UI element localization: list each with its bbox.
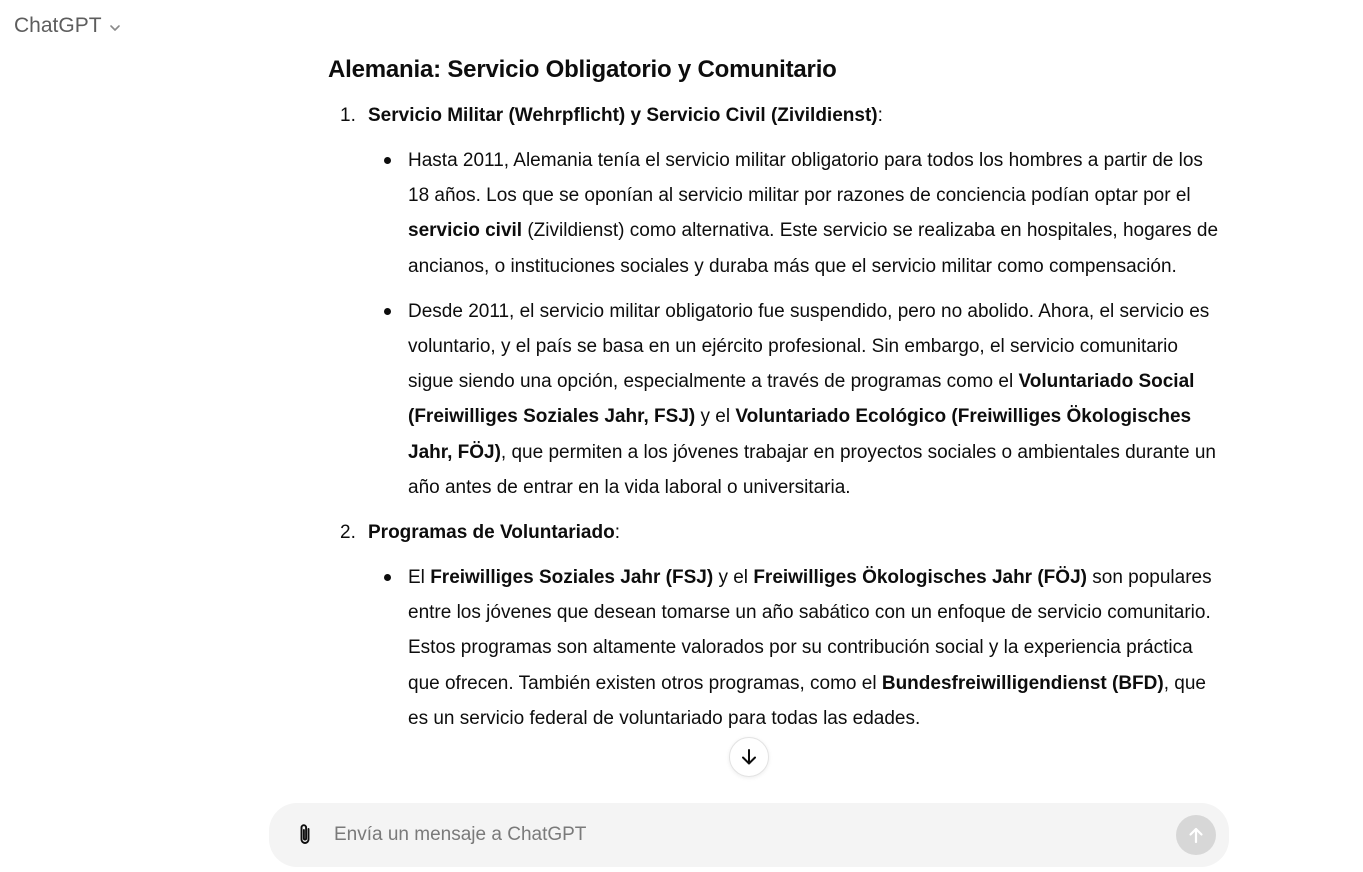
arrow-up-icon	[1186, 825, 1206, 845]
section-heading: Alemania: Servicio Obligatorio y Comunitario	[328, 56, 837, 83]
message-composer	[269, 803, 1229, 867]
attach-button[interactable]	[291, 821, 319, 849]
list-item	[328, 98, 1220, 505]
scroll-to-bottom-button[interactable]	[729, 737, 769, 777]
assistant-message	[328, 52, 1220, 746]
text: Desde 2011, el servicio militar obligatorio fue suspendido, pero no abolido. Ahora, el servicio es voluntario, y el país se basa en un ejército profesional. Sin embargo, el servicio comunitario sigue siendo una opción, especialmente a través de programas como el	[408, 300, 1210, 393]
list-number: 2.	[340, 522, 356, 544]
paperclip-icon	[293, 822, 317, 848]
text: y el	[695, 406, 736, 428]
list-item-title	[368, 98, 1220, 133]
bold-text: Bundesfreiwilligendienst (BFD)	[881, 672, 1164, 694]
bold-text: Freiwilliges Ökologisches Jahr (FÖJ)	[753, 567, 1087, 589]
title-suffix: :	[614, 522, 620, 544]
text: y el	[713, 567, 754, 589]
numbered-list	[328, 98, 1220, 736]
list-item-title	[368, 515, 1220, 550]
chevron-down-icon	[108, 21, 122, 35]
text: son populares entre los jóvenes que desean tomarse un año sabático con un enfoque de servicio comunitario. Estos programas son altamente valorados por su contribución social y la experiencia práctica que ofrecen. También existen otros programas, como el	[408, 567, 1212, 694]
text: Hasta 2011, Alemania tenía el servicio militar obligatorio para todos los hombres a partir de los 18 años. Los que se oponían al servicio militar por razones de conciencia podían optar por el	[408, 150, 1203, 207]
send-button[interactable]	[1176, 815, 1216, 855]
list-item	[328, 515, 1220, 736]
bullet-item	[368, 560, 1220, 736]
text: , que permiten a los jóvenes trabajar en proyectos sociales o ambientales durante un año antes de entrar en la vida laboral o universitaria.	[408, 441, 1216, 498]
bullet-item	[368, 143, 1220, 284]
bullet-item	[368, 294, 1220, 505]
text: (Zivildienst) como alternativa. Este servicio se realizaba en hospitales, hogares de ancianos, o instituciones sociales y duraba más que el servicio militar como compensación.	[408, 220, 1219, 277]
text: El	[408, 567, 431, 589]
list-number: 1.	[340, 105, 356, 126]
list-item-title-text: Programas de Voluntariado	[368, 522, 615, 544]
bold-text: Voluntariado Social (Freiwilliges Soziales Jahr, FSJ)	[408, 371, 1195, 428]
list-item-title-text: Servicio Militar (Wehrpflicht) y Servicio Civil (Zivildienst)	[368, 105, 878, 126]
title-suffix: :	[877, 105, 883, 126]
bullet-list	[368, 560, 1220, 736]
bold-text: Voluntariado Ecológico (Freiwilliges Ökologisches Jahr, FÖJ)	[408, 406, 1192, 463]
bullet-list	[368, 143, 1220, 505]
bold-text: servicio civil	[408, 220, 523, 242]
message-input[interactable]: Envía un mensaje a ChatGPT	[334, 824, 587, 845]
model-title: ChatGPT	[14, 14, 102, 37]
bold-text: Freiwilliges Soziales Jahr (FSJ)	[430, 567, 714, 589]
text: , que es un servicio federal de voluntariado para todas las edades.	[408, 672, 1206, 729]
model-selector[interactable]	[14, 12, 122, 40]
arrow-down-icon	[739, 747, 759, 767]
